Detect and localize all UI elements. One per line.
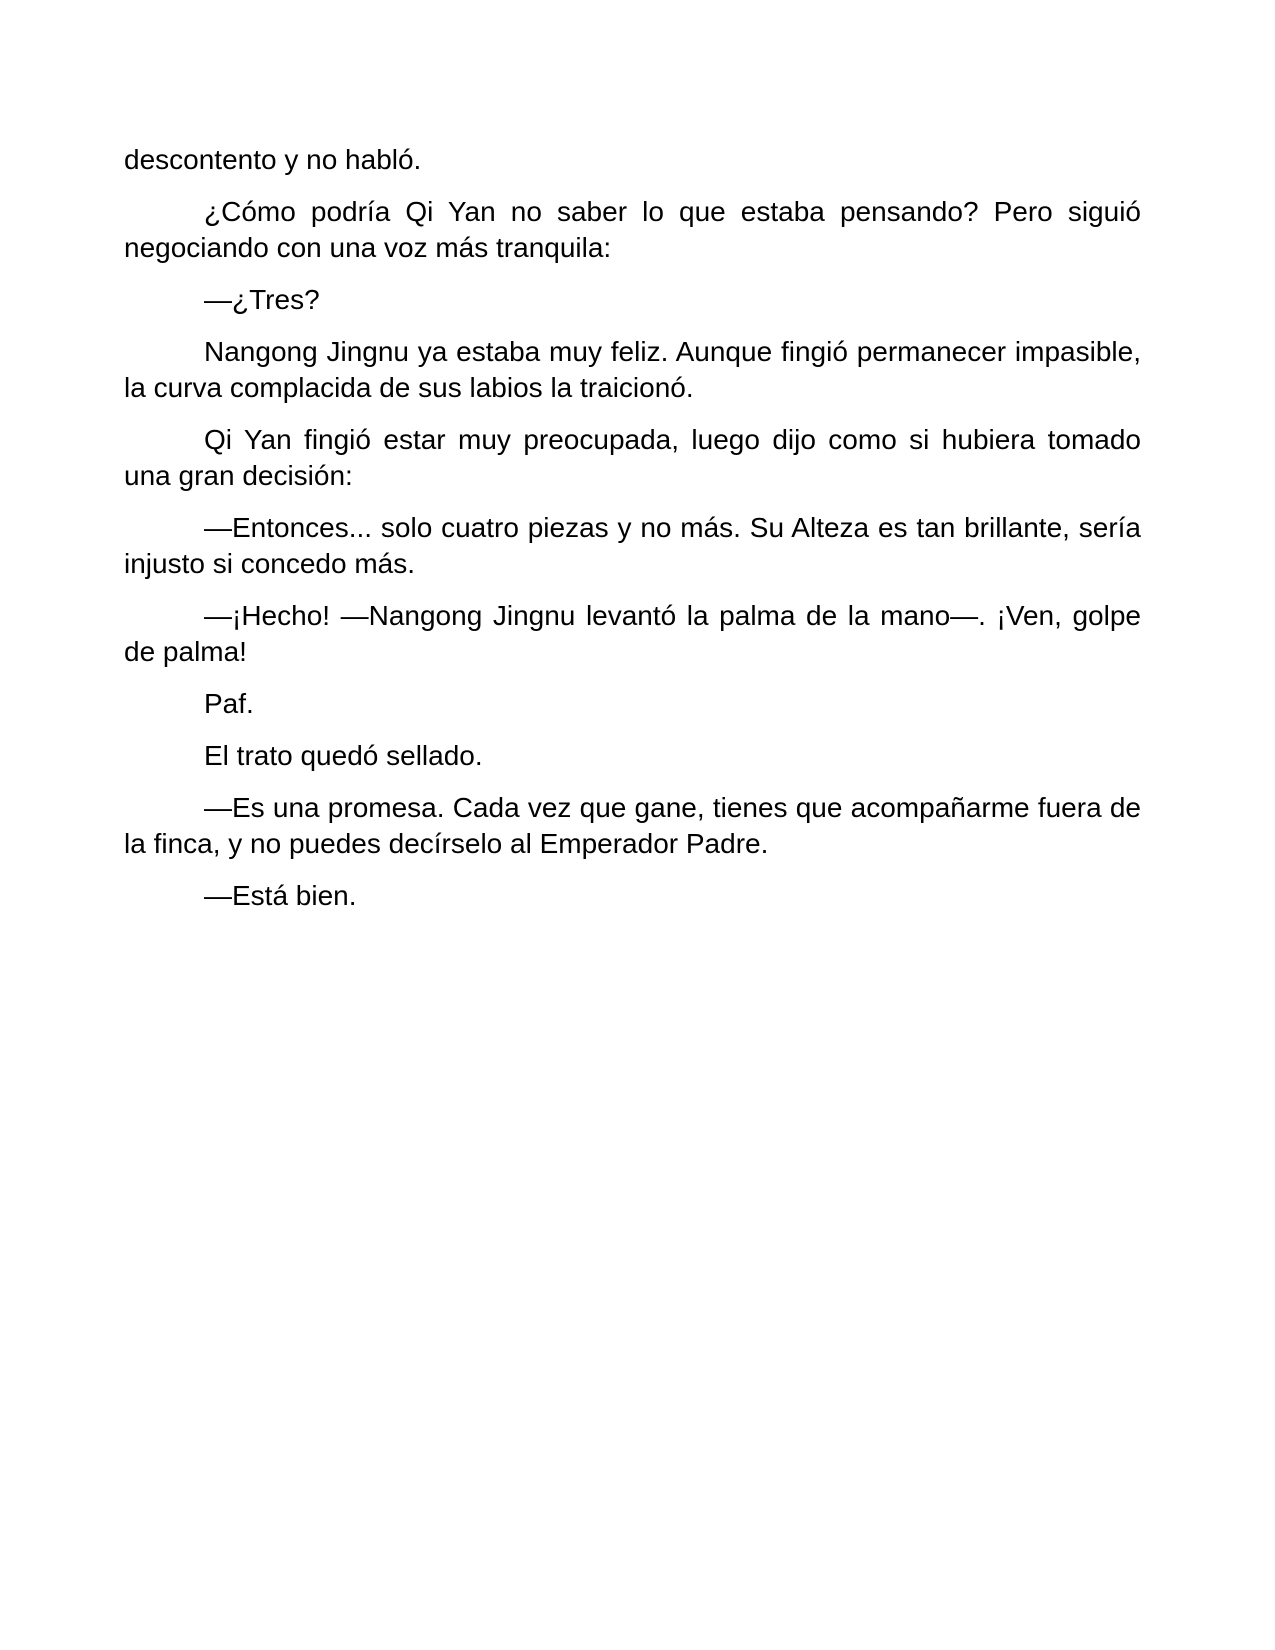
paragraph: —¡Hecho! —Nangong Jingnu levantó la palma de la mano—. ¡Ven, golpe de palma! (124, 600, 1141, 667)
paragraph: Qi Yan fingió estar muy preocupada, luego dijo como si hubiera tomado una gran decisión: (124, 424, 1141, 491)
paragraph: Paf. (204, 688, 254, 719)
paragraph: —Está bien. (204, 880, 357, 911)
paragraph: —Es una promesa. Cada vez que gane, tienes que acompañarme fuera de la finca, y no puedes decírselo al Emperador Padre. (124, 792, 1141, 859)
paragraph: ¿Cómo podría Qi Yan no saber lo que estaba pensando? Pero siguió negociando con una voz más tranquila: (124, 196, 1141, 263)
paragraph: —¿Tres? (204, 284, 320, 315)
paragraph: descontento y no habló. (124, 144, 422, 175)
paragraph: —Entonces... solo cuatro piezas y no más. Su Alteza es tan brillante, sería injusto si concedo más. (124, 512, 1141, 579)
paragraph: El trato quedó sellado. (204, 740, 483, 771)
body-text (124, 142, 1141, 930)
paragraph: Nangong Jingnu ya estaba muy feliz. Aunque fingió permanecer impasible, la curva complacida de sus labios la traicionó. (124, 336, 1141, 403)
